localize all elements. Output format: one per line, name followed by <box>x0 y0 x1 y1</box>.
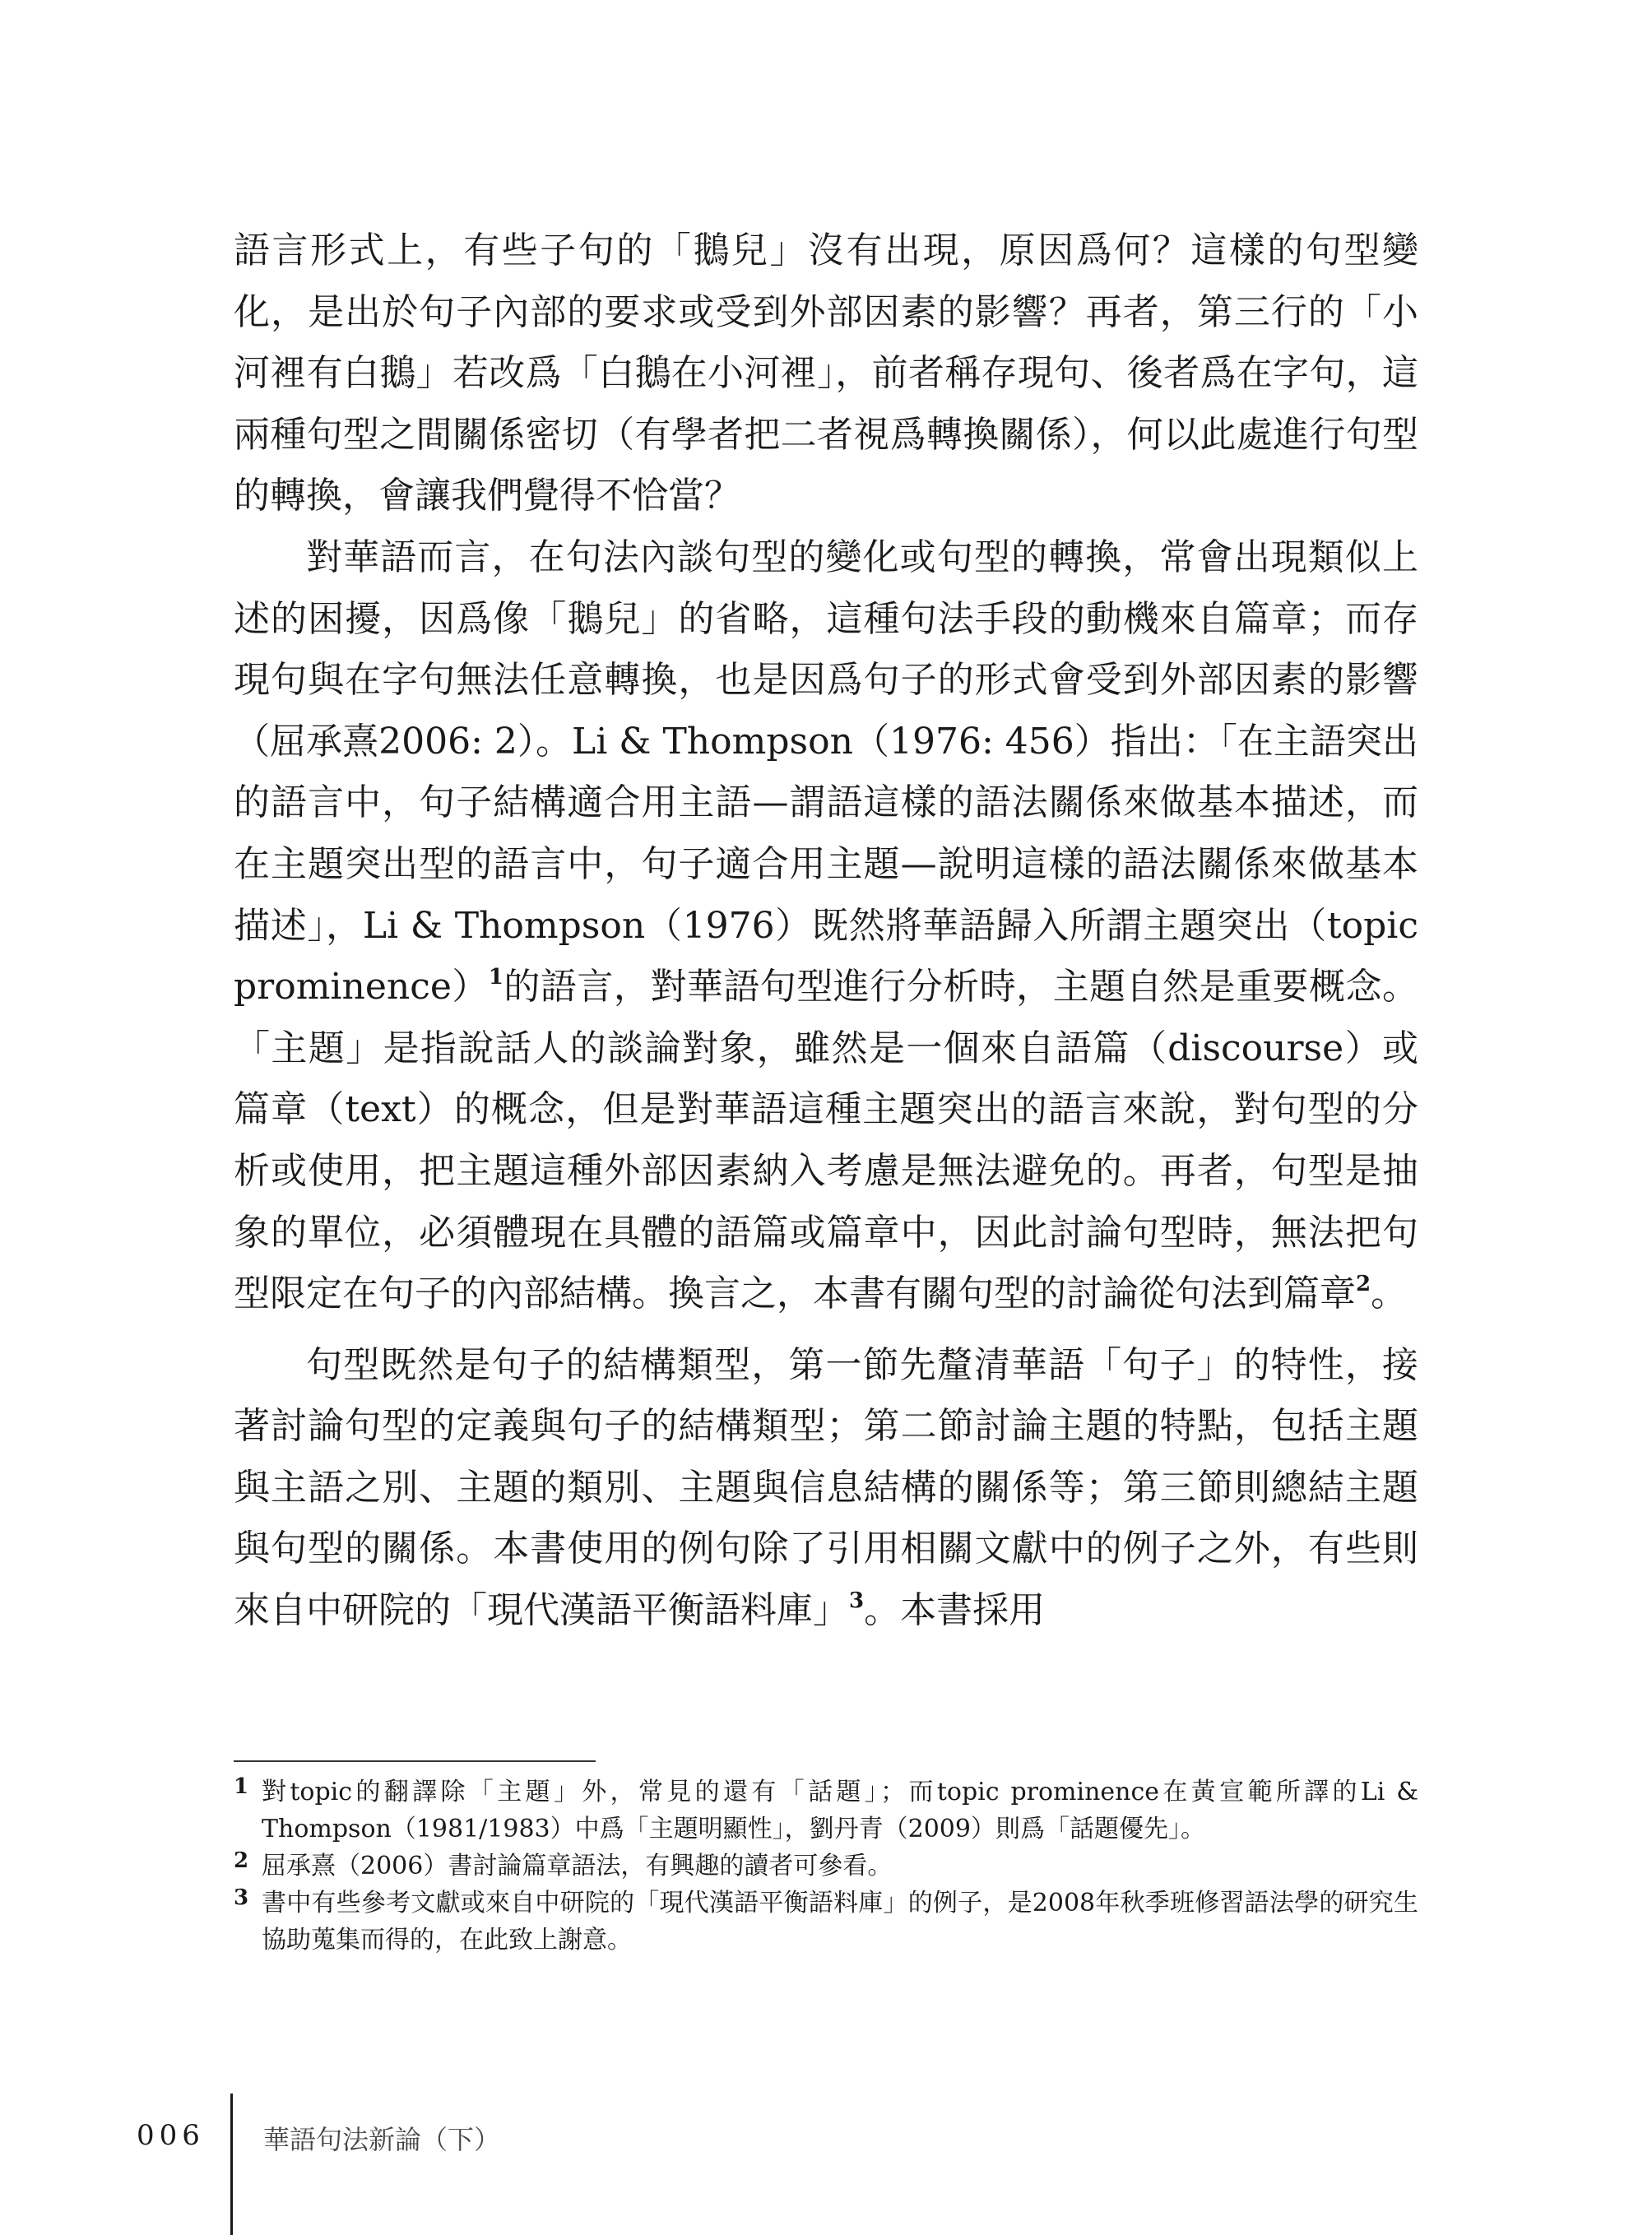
footnote-text: 書中有些參考文獻或來自中研院的「現代漢語平衡語料庫」的例子，是2008年秋季班修習語法學的研究生協助蒐集而得的，在此致上謝意。 <box>262 1889 1418 1954</box>
paragraph-1: 語言形式上，有些子句的「鵝兒」沒有出現，原因爲何？這樣的句型變化，是出於句子內部的要求或受到外部因素的影響？再者，第三行的「小河裡有白鵝」若改爲「白鵝在小河裡」，前者稱存現句、後者爲在字句，這兩種句型之間關係密切（有學者把二者視爲轉換關係），何以此處進行句型的轉換，會讓我們覺得不恰當？ <box>234 230 1418 517</box>
footnote-text: 對topic的翻譯除「主題」外，常見的還有「話題」；而topic prominence在黃宣範所譯的Li & Thompson（1981/1983）中爲「主題明顯性」，劉丹青（2009）則爲「話題優先」。 <box>262 1778 1418 1843</box>
paragraph-2-part-2: 的語言，對華語句型進行分析時，主題自然是重要概念。「主題」是指說話人的談論對象，雖然是一個來自語篇（discourse）或篇章（text）的概念，但是對華語這種主題突出的語言來說，對句型的分析或使用，把主題這種外部因素納入考慮是無法避免的。再者，句型是抽象的單位，必須體現在具體的語篇或篇章中，因此討論句型時，無法把句型限定在句子的內部結構。換言之，本書有關句型的討論從句法到篇章 <box>234 966 1419 1315</box>
footnote-number: 3 <box>234 1885 249 1910</box>
paragraph-3-part-2: 。本書採用 <box>864 1589 1046 1632</box>
folio-divider <box>230 2094 233 2235</box>
running-title: 華語句法新論（下） <box>263 2124 501 2155</box>
page-number: 006 <box>137 2119 205 2152</box>
note-ref-2[interactable]: 2 <box>1356 1272 1371 1297</box>
footnote-number: 2 <box>234 1848 249 1873</box>
footnote-text: 屈承熹（2006）書討論篇章語法，有興趣的讀者可參看。 <box>262 1852 893 1880</box>
paragraph-2-part-1: 對華語而言，在句法內談句型的變化或句型的轉換，常會出現類似上述的困擾，因爲像「鵝兒」的省略，這種句法手段的動機來自篇章；而存現句與在字句無法任意轉換，也是因爲句子的形式會受到外部因素的影響（屈承熹2006: 2）。Li & Thompson（1976: 456）指出：「在主語突出的語言中，句子結構適合用主語—謂語這樣的語法關係來做基本描述，而在主題突出型的語言中，句子適合用主題—說明這樣的語法關係來做基本描述」，Li & Thompson（1976）既然將華語歸入所謂主題突出（topic prominence） <box>234 536 1418 1009</box>
note-ref-3[interactable]: 3 <box>849 1588 865 1614</box>
footnote-divider <box>234 1760 596 1762</box>
paragraph-3 <box>234 1335 1418 1642</box>
footnote-1 <box>234 1774 1418 1848</box>
footnote-3 <box>234 1885 1418 1959</box>
footnote-2 <box>234 1848 1418 1885</box>
paragraph-2 <box>234 527 1418 1325</box>
paragraph-2-part-3: 。 <box>1371 1273 1408 1315</box>
note-ref-1[interactable]: 1 <box>488 965 503 990</box>
paragraph-3-part-1: 句型既然是句子的結構類型，第一節先釐清華語「句子」的特性，接著討論句型的定義與句子的結構類型；第二節討論主題的特點，包括主題與主語之別、主題的類別、主題與信息結構的關係等；第三節則總結主題與句型的關係。本書使用的例句除了引用相關文獻中的例子之外，有些則來自中研院的「現代漢語平衡語料庫」 <box>234 1343 1418 1632</box>
footnotes <box>234 1774 1418 1959</box>
body-text <box>234 220 1418 1642</box>
footnote-number: 1 <box>234 1774 249 1799</box>
